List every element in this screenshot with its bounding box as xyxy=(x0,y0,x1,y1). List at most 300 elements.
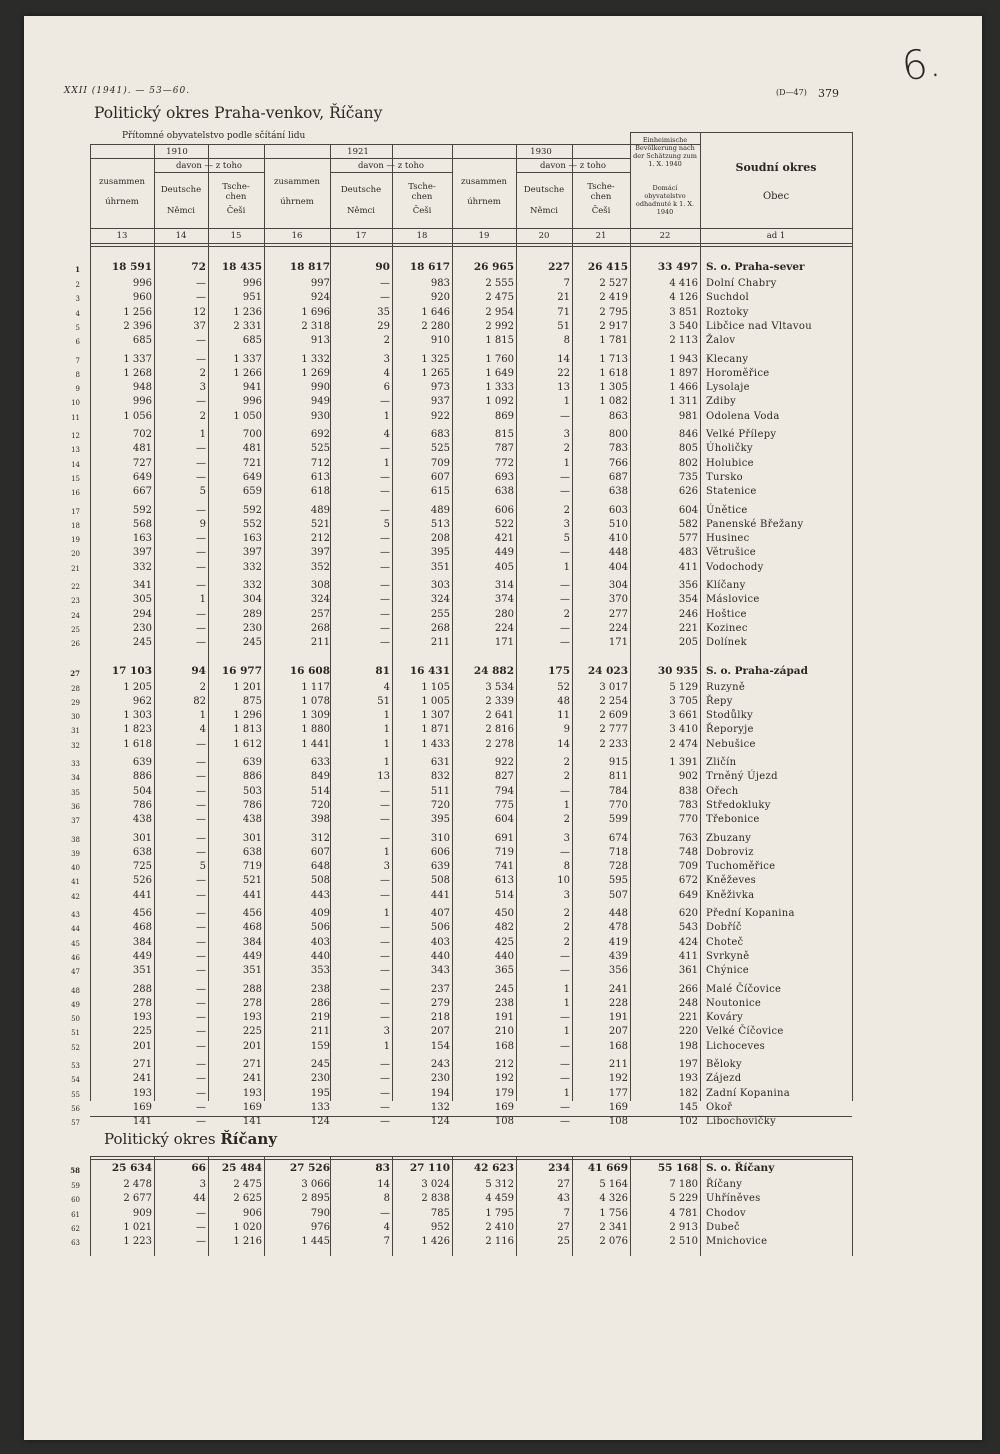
table-row xyxy=(24,580,982,591)
cell-col-20: 14 xyxy=(557,738,570,750)
cell-col-17: — xyxy=(380,533,390,545)
row-number: 49 xyxy=(71,1000,80,1009)
cell-col-15: 996 xyxy=(242,396,262,408)
municipality-name: Úholičky xyxy=(706,443,753,455)
cell-col-16: 489 xyxy=(310,504,330,516)
cell-col-21: 595 xyxy=(608,875,628,887)
cell-col-22: 582 xyxy=(678,518,698,530)
cell-col-15: 941 xyxy=(242,382,262,394)
municipality-name: S. o. Praha-sever xyxy=(706,261,805,273)
row-number: 47 xyxy=(71,968,80,977)
cell-col-17: 1 xyxy=(383,908,390,919)
cell-col-14: 1 xyxy=(199,710,206,722)
municipality-name: Kozinec xyxy=(706,622,748,634)
cell-col-13: 2 677 xyxy=(123,1193,152,1205)
cell-col-16: 506 xyxy=(310,922,330,934)
cell-col-17: 7 xyxy=(383,1236,390,1248)
municipality-name: Máslovice xyxy=(706,594,760,606)
estimate-label-cz: Domácí obyvatelstvo odhadnuté k 1. X. 1940 xyxy=(635,184,695,216)
cell-col-17: — xyxy=(380,443,390,455)
cell-col-21: 1 082 xyxy=(599,396,628,408)
uhrnem-label-0: úhrnem xyxy=(105,197,139,207)
cell-col-16: 312 xyxy=(310,832,330,844)
row-number: 34 xyxy=(71,774,80,783)
cell-col-17: 3 xyxy=(383,1026,390,1038)
year-label-1930: 1930 xyxy=(530,147,552,157)
cell-col-19: 280 xyxy=(494,608,514,620)
tschechen-label-0: Tsche-chen xyxy=(222,182,250,202)
table-row xyxy=(24,833,982,844)
cell-col-22: 411 xyxy=(678,561,698,573)
cell-col-21: 277 xyxy=(608,608,628,620)
cell-col-13: 341 xyxy=(132,580,152,591)
row-number: 7 xyxy=(75,356,80,365)
cell-col-15: 1 266 xyxy=(233,367,262,379)
page-reference: (D—47) xyxy=(776,88,807,97)
row-number: 53 xyxy=(71,1062,80,1070)
cell-col-22: 735 xyxy=(678,471,698,483)
cell-col-16: 2 318 xyxy=(301,320,330,332)
cell-col-19: 2 475 xyxy=(485,292,514,304)
cell-col-21: 224 xyxy=(608,622,628,634)
cell-col-14: — xyxy=(196,785,206,797)
cell-col-16: 195 xyxy=(310,1087,330,1099)
table-row xyxy=(24,609,982,620)
cell-col-22: 221 xyxy=(678,1012,698,1024)
cell-col-19: 405 xyxy=(494,561,514,573)
cell-col-13: 294 xyxy=(132,608,152,620)
cell-col-14: 1 xyxy=(199,594,206,606)
municipality-name: Chodov xyxy=(706,1207,746,1219)
municipality-name: Zájezd xyxy=(706,1073,742,1085)
section2-top-rule xyxy=(90,1156,852,1157)
cell-col-18: 351 xyxy=(430,561,450,573)
column-number-21: 21 xyxy=(595,231,607,241)
cell-col-19: 869 xyxy=(494,410,514,422)
row-number: 29 xyxy=(71,698,80,707)
cell-col-19: 775 xyxy=(494,799,514,811)
cell-col-15: 1 337 xyxy=(233,353,262,365)
year-label-1910: 1910 xyxy=(166,147,188,157)
cell-col-16: 352 xyxy=(310,561,330,573)
cell-col-19: 210 xyxy=(494,1026,514,1038)
cell-col-20: 2 xyxy=(563,504,570,516)
municipality-name: Velké Přílepy xyxy=(706,429,777,440)
cell-col-14: 2 xyxy=(199,367,206,379)
cell-col-21: 2 233 xyxy=(599,738,628,750)
table-row xyxy=(24,1059,982,1070)
cell-col-13: 996 xyxy=(132,278,152,289)
cell-col-17: — xyxy=(380,580,390,591)
cell-col-16: 1 441 xyxy=(301,738,330,750)
cell-col-16: 521 xyxy=(310,518,330,530)
cell-col-15: 271 xyxy=(242,1059,262,1070)
cell-col-22: 543 xyxy=(678,922,698,934)
cell-col-14: — xyxy=(196,1012,206,1024)
table-row xyxy=(24,1116,982,1127)
cell-col-13: 17 103 xyxy=(111,664,152,677)
cell-col-13: 1 268 xyxy=(123,367,152,379)
table-row xyxy=(24,998,982,1009)
cell-col-19: 425 xyxy=(494,936,514,948)
page-number: 379 xyxy=(818,87,839,100)
cell-col-18: 1 433 xyxy=(421,738,450,750)
row-number: 38 xyxy=(71,835,80,844)
table-row xyxy=(24,890,982,901)
municipality-name: Zdiby xyxy=(706,396,737,408)
municipality-name: Dobříč xyxy=(706,922,742,934)
cell-col-13: 592 xyxy=(132,504,152,516)
cell-col-21: 2 254 xyxy=(599,695,628,707)
header-bottom-rule xyxy=(90,228,852,229)
cell-col-15: 649 xyxy=(242,471,262,483)
cell-col-13: 727 xyxy=(132,457,152,469)
municipality-name: Zličín xyxy=(706,757,737,768)
cell-col-20: 3 xyxy=(563,832,570,844)
municipality-name: Horoměřice xyxy=(706,367,770,379)
cell-col-15: 638 xyxy=(242,846,262,858)
table-row xyxy=(24,786,982,797)
cell-col-14: 72 xyxy=(191,261,206,273)
cell-col-20: 5 xyxy=(563,533,570,545)
cell-col-20: 51 xyxy=(557,320,570,332)
cell-col-22: 3 705 xyxy=(669,695,698,707)
row-number: 62 xyxy=(71,1224,80,1233)
cell-col-15: 2 475 xyxy=(233,1179,262,1190)
cell-col-14: — xyxy=(196,278,206,289)
table-row xyxy=(24,710,982,721)
cell-col-19: 2 278 xyxy=(485,738,514,750)
cell-col-14: — xyxy=(196,1087,206,1099)
cell-col-18: 1 325 xyxy=(421,353,450,365)
cell-col-17: — xyxy=(380,799,390,811)
municipality-name: Hoštice xyxy=(706,608,747,620)
cell-col-22: 33 497 xyxy=(657,261,698,273)
cell-col-21: 2 419 xyxy=(599,292,628,304)
cell-col-22: 1 943 xyxy=(669,353,698,365)
cell-col-19: 787 xyxy=(494,443,514,455)
cell-col-19: 449 xyxy=(494,547,514,559)
cell-col-14: — xyxy=(196,443,206,455)
table-row xyxy=(24,861,982,872)
cell-col-13: 886 xyxy=(132,771,152,783)
cell-col-18: 218 xyxy=(430,1012,450,1024)
tschechen-label-2: Tsche-chen xyxy=(587,182,615,202)
row-number: 32 xyxy=(71,741,80,750)
cell-col-22: 604 xyxy=(678,504,698,516)
cell-col-22: 981 xyxy=(678,410,698,422)
cell-col-18: 268 xyxy=(430,622,450,634)
table-row xyxy=(24,1073,982,1084)
cell-col-18: 243 xyxy=(430,1059,450,1070)
table-row xyxy=(24,1088,982,1099)
table-row xyxy=(24,292,982,303)
cell-col-14: 66 xyxy=(191,1162,206,1174)
cell-col-13: 1 223 xyxy=(123,1236,152,1248)
row-number: 63 xyxy=(71,1239,80,1248)
row-number: 40 xyxy=(71,864,80,873)
table-row xyxy=(24,1041,982,1052)
cell-col-20: — xyxy=(560,785,570,797)
cell-col-13: 441 xyxy=(132,889,152,901)
cell-col-20: 14 xyxy=(557,353,570,365)
row-number: 43 xyxy=(71,911,80,919)
cell-col-19: 741 xyxy=(494,861,514,873)
cell-col-19: 192 xyxy=(494,1073,514,1085)
cell-col-22: 145 xyxy=(678,1101,698,1113)
cell-col-16: 1 309 xyxy=(301,710,330,722)
municipality-name: Ořech xyxy=(706,785,739,797)
cell-col-13: 245 xyxy=(132,637,152,649)
cell-col-17: 3 xyxy=(383,353,390,365)
cell-col-17: — xyxy=(380,622,390,634)
row-number: 19 xyxy=(71,536,80,545)
row-number: 21 xyxy=(71,564,80,573)
table-top-rule-right xyxy=(630,132,852,133)
cell-col-13: 639 xyxy=(132,757,152,768)
row-number: 41 xyxy=(71,878,80,887)
cell-col-16: 1 078 xyxy=(301,695,330,707)
cell-col-18: 237 xyxy=(430,983,450,995)
cell-col-14: — xyxy=(196,983,206,995)
cell-col-21: 1 618 xyxy=(599,367,628,379)
cell-col-20: 11 xyxy=(557,710,570,722)
cell-col-16: 924 xyxy=(310,292,330,304)
cell-col-21: 410 xyxy=(608,533,628,545)
cell-col-20: 25 xyxy=(557,1236,570,1248)
nemci-label-1: Němci xyxy=(346,206,375,216)
table-row xyxy=(24,908,982,919)
cell-col-17: — xyxy=(380,965,390,977)
cell-col-20: 2 xyxy=(563,908,570,919)
cell-col-21: 171 xyxy=(608,637,628,649)
table-row xyxy=(24,594,982,605)
cell-col-22: 3 540 xyxy=(669,320,698,332)
cell-col-17: — xyxy=(380,608,390,620)
cell-col-15: 1 050 xyxy=(233,410,262,422)
cell-col-17: 2 xyxy=(383,335,390,347)
cell-col-17: — xyxy=(380,561,390,573)
cell-col-22: 55 168 xyxy=(657,1162,698,1174)
cell-col-17: 3 xyxy=(383,861,390,873)
cell-col-18: 1 646 xyxy=(421,306,450,318)
cell-col-15: 332 xyxy=(242,580,262,591)
cell-col-14: — xyxy=(196,1236,206,1248)
cell-col-17: 6 xyxy=(383,382,390,394)
deutsche-label-0: Deutsche xyxy=(160,185,202,195)
cell-col-17: — xyxy=(380,637,390,649)
row-number: 24 xyxy=(71,611,80,620)
cell-col-17: 4 xyxy=(383,681,390,693)
cell-col-14: — xyxy=(196,504,206,516)
row-number: 18 xyxy=(71,521,80,530)
cell-col-19: 169 xyxy=(494,1101,514,1113)
table-row xyxy=(24,814,982,825)
deutsche-label-1: Deutsche xyxy=(340,185,382,195)
cell-col-21: 5 164 xyxy=(599,1179,628,1190)
cell-col-18: 910 xyxy=(430,335,450,347)
table-row xyxy=(24,519,982,530)
cell-col-13: 438 xyxy=(132,814,152,826)
cell-col-13: 1 021 xyxy=(123,1221,152,1233)
cell-col-13: 481 xyxy=(132,443,152,455)
cell-col-13: 468 xyxy=(132,922,152,934)
cell-col-20: 1 xyxy=(563,983,570,995)
cell-col-20: 1 xyxy=(563,799,570,811)
document-page xyxy=(24,16,982,1440)
cell-col-14: 94 xyxy=(191,664,206,677)
cell-col-20: 48 xyxy=(557,695,570,707)
cell-col-17: — xyxy=(380,889,390,901)
cell-col-18: 208 xyxy=(430,533,450,545)
cell-col-14: — xyxy=(196,814,206,826)
cell-col-16: 949 xyxy=(310,396,330,408)
row-number: 58 xyxy=(70,1166,80,1175)
cell-col-15: 169 xyxy=(242,1101,262,1113)
cell-col-21: 915 xyxy=(608,757,628,768)
cell-col-22: 198 xyxy=(678,1040,698,1052)
section2-title-bold: Říčany xyxy=(220,1130,277,1148)
davon-label-0: davon — z toho xyxy=(175,161,243,171)
cell-col-13: 25 634 xyxy=(111,1162,152,1174)
cell-col-14: — xyxy=(196,1207,206,1219)
cell-col-20: 1 xyxy=(563,561,570,573)
cell-col-13: 1 205 xyxy=(123,681,152,693)
table-row xyxy=(24,1012,982,1023)
cell-col-18: 1 307 xyxy=(421,710,450,722)
cell-col-15: 2 625 xyxy=(233,1193,262,1205)
cell-col-19: 108 xyxy=(494,1116,514,1128)
cell-col-21: 478 xyxy=(608,922,628,934)
cell-col-13: 351 xyxy=(132,965,152,977)
cell-col-19: 2 116 xyxy=(485,1236,514,1248)
cell-col-18: 1 426 xyxy=(421,1236,450,1248)
cell-col-14: — xyxy=(196,547,206,559)
cell-col-14: 37 xyxy=(193,320,206,332)
table-row xyxy=(24,335,982,346)
cell-col-15: 441 xyxy=(242,889,262,901)
table-row xyxy=(24,562,982,573)
cell-col-22: 5 229 xyxy=(669,1193,698,1205)
table-row xyxy=(24,1208,982,1219)
cell-col-20: 3 xyxy=(563,429,570,440)
cell-col-15: 449 xyxy=(242,950,262,962)
cell-col-21: 41 669 xyxy=(587,1162,628,1174)
cell-col-18: 18 617 xyxy=(409,261,450,273)
cell-col-22: 205 xyxy=(678,637,698,649)
municipality-name: Noutonice xyxy=(706,997,762,1009)
municipality-name: Zbuzany xyxy=(706,832,752,844)
cell-col-21: 241 xyxy=(608,983,628,995)
cell-col-15: 1 236 xyxy=(233,306,262,318)
cell-col-20: 227 xyxy=(548,261,570,273)
row-number: 3 xyxy=(75,295,80,304)
cell-col-21: 2 795 xyxy=(599,306,628,318)
cell-col-13: 638 xyxy=(132,846,152,858)
cell-col-21: 2 341 xyxy=(599,1221,628,1233)
cell-col-13: 2 478 xyxy=(123,1179,152,1190)
municipality-name: Suchdol xyxy=(706,292,750,304)
cell-col-13: 163 xyxy=(132,533,152,545)
cell-col-17: 4 xyxy=(383,429,390,440)
cell-col-16: 440 xyxy=(310,950,330,962)
colnum-bottom-rule-2 xyxy=(90,246,852,247)
cell-col-19: 179 xyxy=(494,1087,514,1099)
cell-col-20: 21 xyxy=(557,292,570,304)
municipality-name: Stodůlky xyxy=(706,710,754,722)
cell-col-16: 257 xyxy=(310,608,330,620)
zusammen-label-1: zusammen xyxy=(273,177,320,187)
municipality-name: Tuchoměřice xyxy=(706,861,776,873)
cell-col-22: 802 xyxy=(678,457,698,469)
cell-col-15: 786 xyxy=(242,799,262,811)
cell-col-21: 728 xyxy=(608,861,628,873)
table-row xyxy=(24,368,982,379)
cell-col-18: 508 xyxy=(430,875,450,887)
cell-col-15: 301 xyxy=(242,832,262,844)
cell-col-14: 2 xyxy=(199,410,206,422)
cell-col-22: 748 xyxy=(678,846,698,858)
colnum-bottom-rule xyxy=(90,243,852,244)
handwritten-page-mark: 6. xyxy=(898,39,944,91)
cell-col-13: 526 xyxy=(132,875,152,887)
cell-col-16: 245 xyxy=(310,1059,330,1070)
cell-col-16: 2 895 xyxy=(301,1193,330,1205)
cell-col-13: 1 256 xyxy=(123,306,152,318)
cell-col-19: 482 xyxy=(494,922,514,934)
cell-col-14: 82 xyxy=(193,695,206,707)
cell-col-13: 449 xyxy=(132,950,152,962)
cell-col-16: 159 xyxy=(310,1040,330,1052)
cell-col-13: 230 xyxy=(132,622,152,634)
cell-col-13: 960 xyxy=(132,292,152,304)
cell-col-17: 1 xyxy=(383,1040,390,1052)
cell-col-22: 2 913 xyxy=(669,1221,698,1233)
cell-col-19: 26 965 xyxy=(473,261,514,273)
cell-col-20: — xyxy=(560,1101,570,1113)
cell-col-18: 324 xyxy=(430,594,450,606)
cell-col-14: — xyxy=(196,533,206,545)
cell-col-16: 211 xyxy=(310,1026,330,1038)
cell-col-16: 849 xyxy=(310,771,330,783)
cell-col-14: 5 xyxy=(199,861,206,873)
cell-col-13: 685 xyxy=(132,335,152,347)
cell-col-15: 719 xyxy=(242,861,262,873)
municipality-name: Klecany xyxy=(706,353,749,365)
cesi-label-2: Češi xyxy=(591,206,611,216)
cell-col-18: 3 024 xyxy=(421,1179,450,1190)
cell-col-21: 169 xyxy=(608,1101,628,1113)
column-number-20: 20 xyxy=(538,231,550,241)
cell-col-14: 1 xyxy=(199,429,206,440)
cell-col-18: 303 xyxy=(430,580,450,591)
cell-col-16: 3 066 xyxy=(301,1179,330,1190)
municipality-name: Lysolaje xyxy=(706,382,750,394)
cell-col-18: 983 xyxy=(430,278,450,289)
municipality-name: Holubice xyxy=(706,457,754,469)
year-rule-2 xyxy=(452,158,630,159)
cell-col-15: 1 201 xyxy=(233,681,262,693)
cell-col-21: 177 xyxy=(608,1087,628,1099)
cell-col-19: 2 954 xyxy=(485,306,514,318)
cell-col-16: 286 xyxy=(310,997,330,1009)
cell-col-19: 2 555 xyxy=(485,278,514,289)
cell-col-14: — xyxy=(196,875,206,887)
cell-col-14: — xyxy=(196,292,206,304)
cell-col-14: — xyxy=(196,1026,206,1038)
cell-col-22: 902 xyxy=(678,771,698,783)
cell-col-18: 310 xyxy=(430,832,450,844)
